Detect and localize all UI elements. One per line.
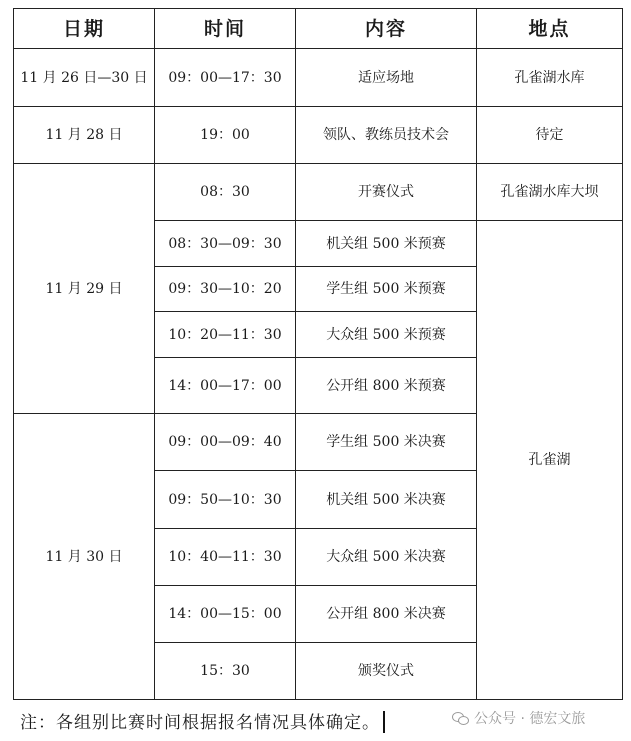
content-cell: 公开组 800 米决赛: [296, 586, 477, 643]
date-cell: 11 月 28 日: [14, 107, 155, 164]
date-cell: 11 月 26 日—30 日: [14, 49, 155, 107]
watermark: [452, 708, 585, 728]
text-cursor: [383, 711, 385, 733]
content-cell: 机关组 500 米决赛: [296, 471, 477, 529]
content-cell: 颁奖仪式: [296, 643, 477, 700]
date-cell: 11 月 29 日: [14, 164, 155, 414]
place-cell: 孔雀湖水库大坝: [477, 164, 623, 221]
footnote: [20, 708, 385, 733]
time-cell: 09：00—09：40: [155, 414, 296, 471]
content-cell: 学生组 500 米预赛: [296, 267, 477, 312]
content-cell: 适应场地: [296, 49, 477, 107]
content-cell: 学生组 500 米决赛: [296, 414, 477, 471]
date-cell: 11 月 30 日: [14, 414, 155, 700]
time-cell: 14：00—17：00: [155, 358, 296, 414]
time-cell: 08：30—09：30: [155, 221, 296, 267]
content-cell: 大众组 500 米预赛: [296, 312, 477, 358]
place-cell: 孔雀湖水库: [477, 49, 623, 107]
time-cell: 09：30—10：20: [155, 267, 296, 312]
table-row: [14, 107, 623, 164]
schedule-table: [13, 8, 623, 700]
header-content: 内容: [296, 9, 477, 49]
time-cell: 09：50—10：30: [155, 471, 296, 529]
footnote-text: 注：各组别比赛时间根据报名情况具体确定。: [20, 713, 380, 733]
content-cell: 机关组 500 米预赛: [296, 221, 477, 267]
time-cell: 10：40—11：30: [155, 529, 296, 586]
table-row: [14, 49, 623, 107]
time-cell: 19：00: [155, 107, 296, 164]
time-cell: 08：30: [155, 164, 296, 221]
header-row: [14, 9, 623, 49]
time-cell: 10：20—11：30: [155, 312, 296, 358]
place-cell: 孔雀湖: [477, 221, 623, 700]
content-cell: 领队、教练员技术会: [296, 107, 477, 164]
header-date: 日期: [14, 9, 155, 49]
wechat-icon: [452, 711, 470, 725]
place-cell: 待定: [477, 107, 623, 164]
time-cell: 09：00—17：30: [155, 49, 296, 107]
content-cell: 开赛仪式: [296, 164, 477, 221]
header-time: 时间: [155, 9, 296, 49]
time-cell: 14：00—15：00: [155, 586, 296, 643]
watermark-text: 公众号 · 德宏文旅: [474, 711, 586, 727]
time-cell: 15：30: [155, 643, 296, 700]
content-cell: 大众组 500 米决赛: [296, 529, 477, 586]
table-row: [14, 164, 623, 221]
content-cell: 公开组 800 米预赛: [296, 358, 477, 414]
header-place: 地点: [477, 9, 623, 49]
